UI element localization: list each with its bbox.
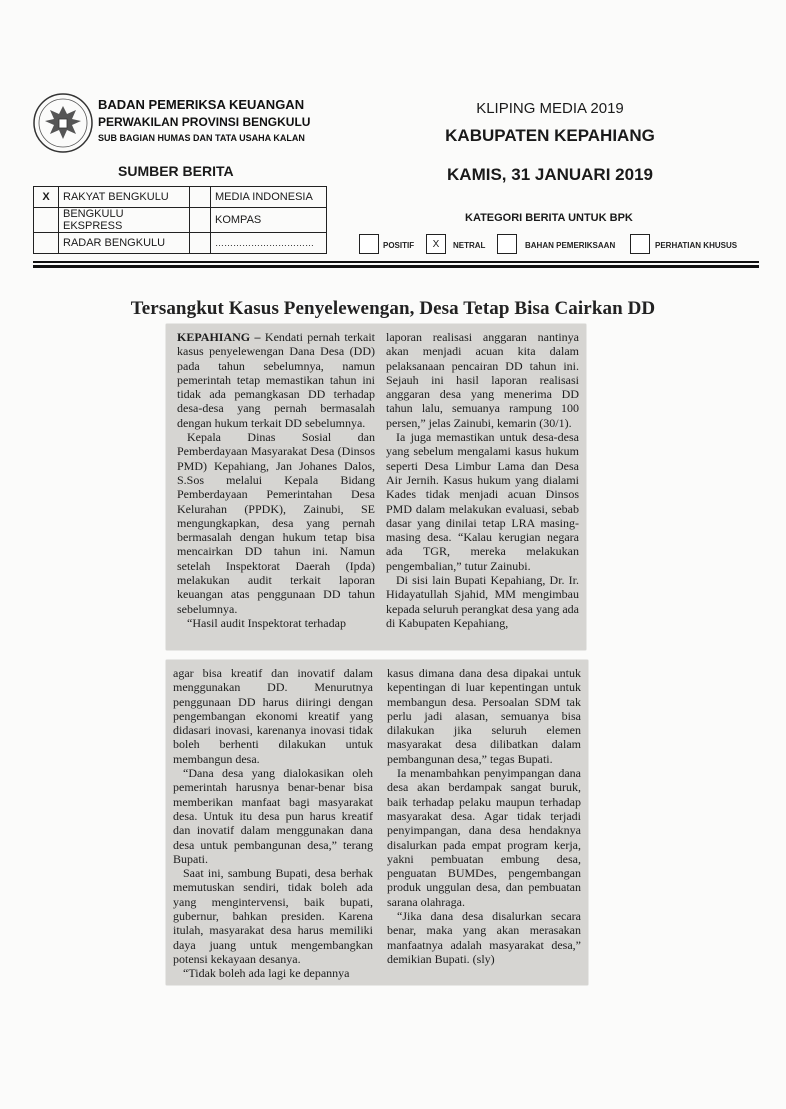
kategori-label-netral: NETRAL xyxy=(453,241,486,250)
date-title: KAMIS, 31 JANUARI 2019 xyxy=(447,165,653,184)
article-column-4 xyxy=(387,666,581,966)
sumber-berita-table xyxy=(33,186,327,254)
article-paragraph: Ia juga memastikan untuk desa-desa yang sebelum mengalami kasus hukum seperti Desa Limbur Lama dan Desa Air Jernih. Kasus hukum yang dialami Kades tidak menjadi acuan Dinsos PMD dalam melakukan evaluasi, sebab dasar yang dinilai tetap LRA masing-masing desa. “Kalau kerugian negara ada TGR, mereka melakukan pengembalian,” tutur Zainubi. xyxy=(386,430,579,573)
article-column-3 xyxy=(173,666,373,981)
article-paragraph: agar bisa kreatif dan inovatif dalam menggunakan DD. Menurutnya penggunaan DD harus diiringi dengan pengembangan ekonomi kreatif yang didasari inovasi, karenanya inovasi tidak boleh berhenti dilakukan untuk membangun desa. xyxy=(173,666,373,766)
source-name: BENGKULU EKSPRESS xyxy=(59,208,190,233)
source-mark xyxy=(190,208,211,233)
kabupaten-title: KABUPATEN KEPAHIANG xyxy=(445,126,655,145)
org-name-line2: PERWAKILAN PROVINSI BENGKULU xyxy=(98,115,311,129)
header-divider xyxy=(33,265,759,268)
kategori-label-perhatian-khusus: PERHATIAN KHUSUS xyxy=(655,241,738,250)
article-paragraph: “Tidak boleh ada lagi ke depannya xyxy=(183,966,350,981)
sumber-berita-title: SUMBER BERITA xyxy=(118,163,234,179)
header-divider xyxy=(33,261,759,263)
source-name: …………………………… xyxy=(211,233,327,254)
kategori-checkbox-bahan-pemeriksaan[interactable] xyxy=(497,234,517,254)
kategori-checkbox-perhatian-khusus[interactable] xyxy=(630,234,650,254)
article-paragraph: KEPAHIANG – Kendati pernah terkait kasus penyelewengan Dana Desa (DD) pada tahun sebelumnya, namun pemerintah tetap memastikan tahun ini tidak ada pemangkasan DD terhadap desa-desa yang pernah bermasalah dengan hukum terkait DD sebelumnya. xyxy=(177,330,375,430)
source-mark xyxy=(34,208,59,233)
source-name: MEDIA INDONESIA xyxy=(211,187,327,208)
kategori-label-positif: POSITIF xyxy=(383,241,415,250)
kliping-title: KLIPING MEDIA 2019 xyxy=(476,100,624,117)
org-name-line1: BADAN PEMERIKSA KEUANGAN xyxy=(98,97,305,112)
article-paragraph: Kepala Dinas Sosial dan Pemberdayaan Masyarakat Desa (Dinsos PMD) Kepahiang, Jan Johanes Dalos, S.Sos melalui Kepala Bidang Pemberdayaan Pemerintahan Desa Kelurahan (PPDK), Zainubi, SE mengungkapkan, desa yang pernah bermasalah dengan hukum tetap bisa mencairkan DD tahun ini. Namun setelah Inspektorat Daerah (Ipda) melakukan audit terkait laporan keuangan atas penggunaan DD tahun sebelumnya. xyxy=(177,430,375,616)
source-name: RAKYAT BENGKULU xyxy=(59,187,190,208)
article-paragraph: “Jika dana desa disalurkan secara benar, maka yang akan merasakan manfaatnya adalah masyarakat desa,” demikian Bupati. (sly) xyxy=(387,909,581,966)
kategori-label-bahan-pemeriksaan: BAHAN PEMERIKSAAN xyxy=(525,241,616,250)
table-row xyxy=(34,208,327,233)
source-mark xyxy=(34,233,59,254)
dateline: KEPAHIANG – xyxy=(177,330,261,344)
article-paragraph: kasus dimana dana desa dipakai untuk kepentingan di luar kepentingan untuk membangun desa. Persoalan SDM tak perlu jadi alasan, semuanya bisa dilakukan jika seluruh elemen masyarakat desa dilibatkan dalam pembangunan desa,” tegas Bupati. xyxy=(387,666,581,766)
article-column-2 xyxy=(386,330,579,630)
kategori-checkbox-netral[interactable]: X xyxy=(426,234,446,254)
kategori-title: KATEGORI BERITA UNTUK BPK xyxy=(465,212,633,224)
article-paragraph: Saat ini, sambung Bupati, desa berhak memutuskan sendiri, tidak boleh ada yang mengintervensi, baik bupati, gubernur, bahkan presiden. Karena itulah, masyarakat desa harus memiliki daya juang untuk mengembangkan potensi kekayaan desanya. xyxy=(173,866,373,966)
table-row xyxy=(34,233,327,254)
article-headline: Tersangkut Kasus Penyelewengan, Desa Tetap Bisa Cairkan DD xyxy=(130,298,656,319)
article-paragraph: laporan realisasi anggaran nantinya akan menjadi acuan kita dalam pelaksanaan pencairan DD tahun ini. Sejauh ini hasil laporan realisasi anggaran desa yang menerima DD tahun lalu, semuanya rampung 100 persen,” jelas Zainubi, kemarin (30/1). xyxy=(386,330,579,430)
table-row xyxy=(34,187,327,208)
source-mark xyxy=(190,187,211,208)
article-paragraph: “Hasil audit Inspektorat terhadap xyxy=(187,615,346,630)
article-column-1 xyxy=(177,330,375,630)
article-paragraph: “Dana desa yang dialokasikan oleh pemerintah harusnya benar-benar bisa memberikan manfaat bagi masyarakat desa. Untuk itu desa pun harus kreatif dan inovatif dalam menggunakan dana desa untuk pembangunan desa,” terang Bupati. xyxy=(173,766,373,866)
org-name-line3: SUB BAGIAN HUMAS DAN TATA USAHA KALAN xyxy=(98,133,305,143)
kategori-checkbox-positif[interactable] xyxy=(359,234,379,254)
source-name: RADAR BENGKULU xyxy=(59,233,190,254)
source-mark xyxy=(190,233,211,254)
garuda-emblem-icon xyxy=(32,92,94,154)
article-paragraph: Ia menambahkan penyimpangan dana desa akan berdampak sangat buruk, baik terhadap pelaku maupun terhadap masyarakat desa. Agar tidak terjadi penyimpangan, dana desa hendaknya disalurkan pada empat program kerja, yakni pembuatan embung desa, penguatan BUMDes, pengembangan produk unggulan desa, dan pembuatan sarana olahraga. xyxy=(387,766,581,909)
source-mark: X xyxy=(34,187,59,208)
article-paragraph: Di sisi lain Bupati Kepahiang, Dr. Ir. Hidayatullah Sjahid, MM mengimbau kepada seluruh perangkat desa yang ada di Kabupaten Kepahiang, xyxy=(386,573,579,630)
source-name: KOMPAS xyxy=(211,208,327,233)
